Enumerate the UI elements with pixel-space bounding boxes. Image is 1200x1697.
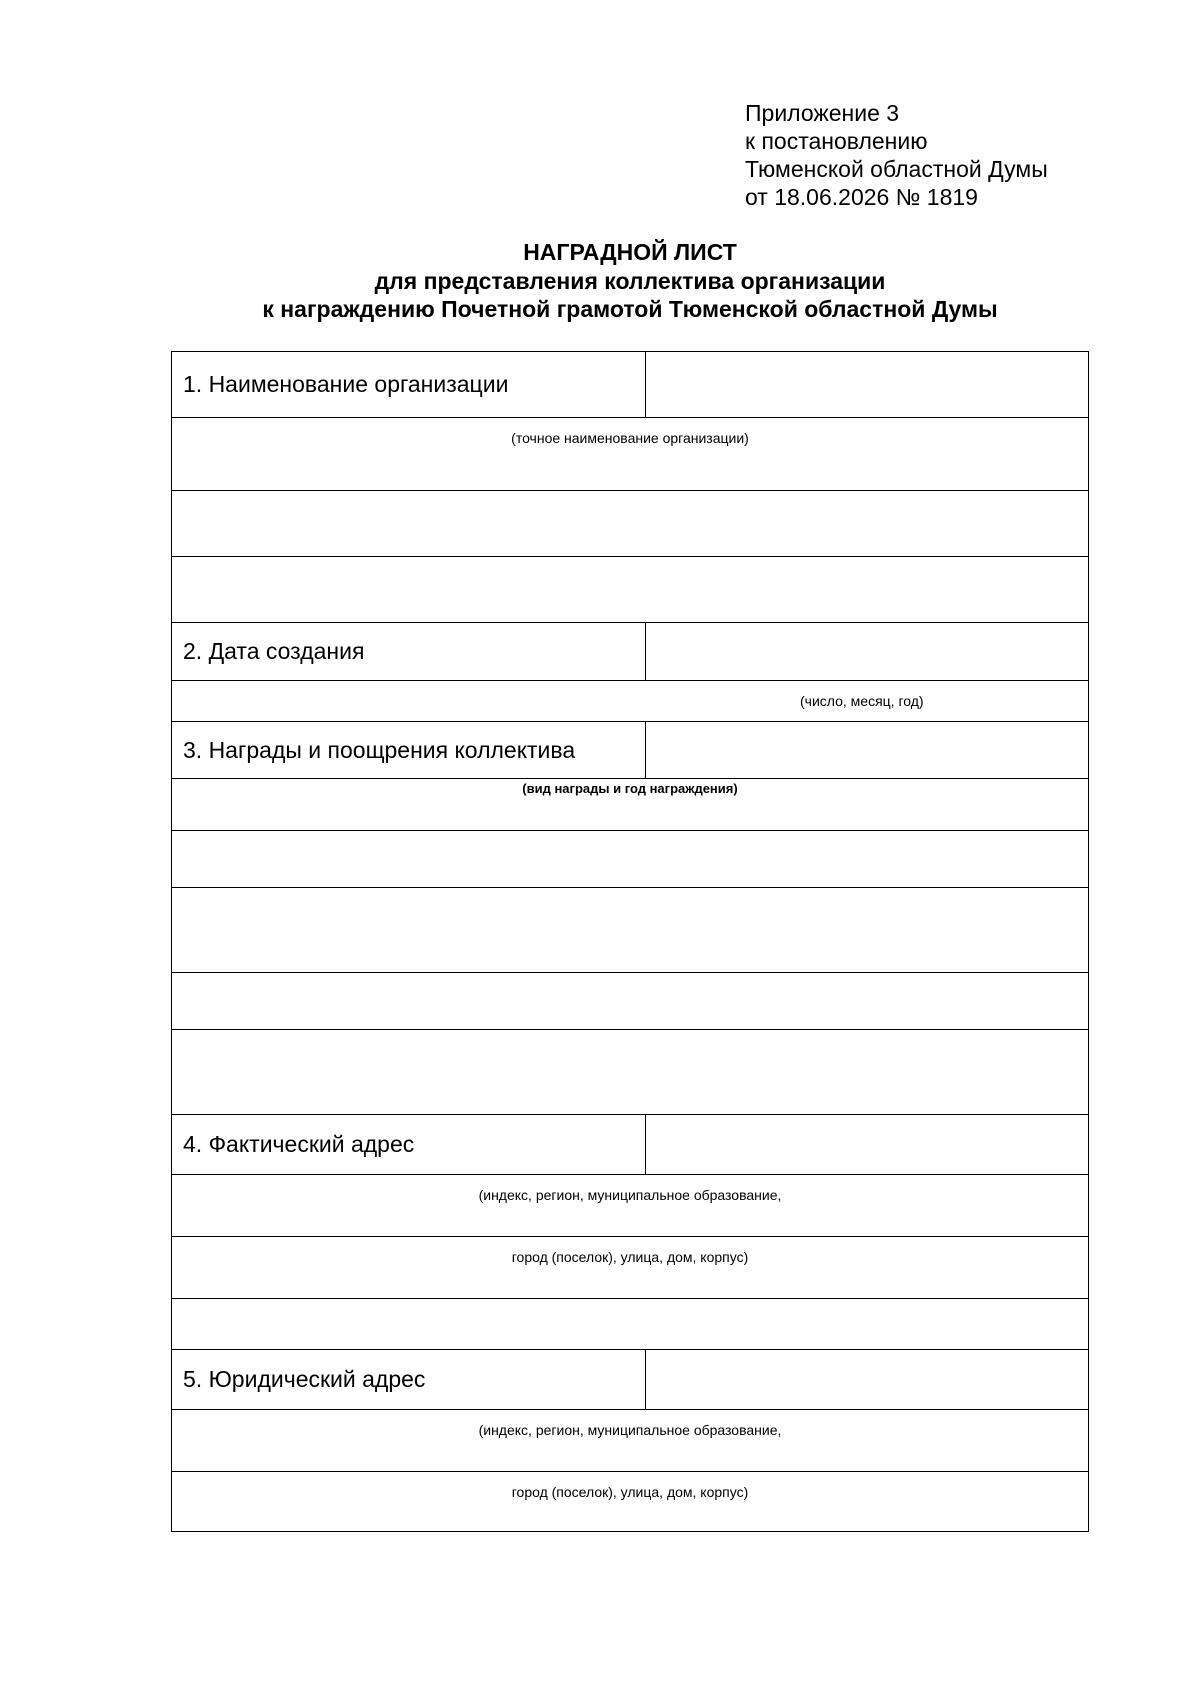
column-divider [645, 623, 646, 680]
section-3-blank-line-2[interactable] [172, 888, 1088, 973]
title-line-1: НАГРАДНОЙ ЛИСТ [523, 239, 737, 265]
section-4-address-line-1[interactable] [172, 1175, 1088, 1237]
section-2-date-field[interactable] [172, 681, 1088, 722]
column-divider [645, 352, 646, 417]
appendix-line-1: Приложение 3 [745, 100, 900, 126]
column-divider [645, 722, 646, 778]
title-line-3: к награждению Почетной грамотой Тюменской областной Думы [262, 296, 998, 322]
section-3-label: 3. Награды и поощрения коллектива [183, 736, 576, 763]
section-1-blank-line-2[interactable] [172, 557, 1088, 623]
appendix-line-2: к постановлению [745, 128, 928, 154]
section-5-address-line-1[interactable] [172, 1410, 1088, 1472]
section-4-address-line-2[interactable] [172, 1237, 1088, 1299]
section-1-label: 1. Наименование организации [183, 371, 509, 397]
section-3-blank-line-1[interactable] [172, 831, 1088, 888]
document-title [0, 238, 1200, 324]
appendix-block [745, 99, 1048, 211]
title-line-2: для представления коллектива организации [374, 267, 886, 294]
section-4-row [172, 1115, 1088, 1175]
section-2-label: 2. Дата создания [183, 638, 365, 664]
section-5-hint-2: город (поселок), улица, дом, корпус) [511, 1484, 749, 1500]
section-4-hint-1: (индекс, регион, муниципальное образование, [478, 1187, 782, 1203]
section-3-blank-line-3[interactable] [172, 973, 1088, 1030]
section-3-blank-line-4[interactable] [172, 1030, 1088, 1115]
section-4-blank-line[interactable] [172, 1299, 1088, 1350]
section-4-label: 4. Фактический адрес [183, 1131, 415, 1157]
section-1-row [172, 352, 1088, 418]
appendix-line-4: от 18.06.2026 № 1819 [745, 184, 978, 210]
section-3-awards-field[interactable] [172, 779, 1088, 831]
section-4-hint-2: город (поселок), улица, дом, корпус) [511, 1249, 749, 1265]
section-1-hint: (точное наименование организации) [511, 430, 749, 446]
section-5-label: 5. Юридический адрес [183, 1366, 426, 1392]
column-divider [645, 1115, 646, 1174]
section-3-row [172, 722, 1088, 779]
award-form-table [171, 351, 1089, 1532]
section-1-blank-line-1[interactable] [172, 491, 1088, 557]
section-3-hint: (вид награды и год награждения) [522, 781, 738, 796]
column-divider [645, 1350, 646, 1409]
section-5-address-line-2[interactable] [172, 1472, 1088, 1533]
section-2-row [172, 623, 1088, 681]
section-5-row [172, 1350, 1088, 1410]
section-5-hint-1: (индекс, регион, муниципальное образование, [478, 1422, 782, 1438]
section-1-name-field[interactable] [172, 418, 1088, 491]
section-2-hint: (число, месяц, год) [800, 693, 924, 709]
appendix-line-3: Тюменской областной Думы [745, 156, 1048, 182]
